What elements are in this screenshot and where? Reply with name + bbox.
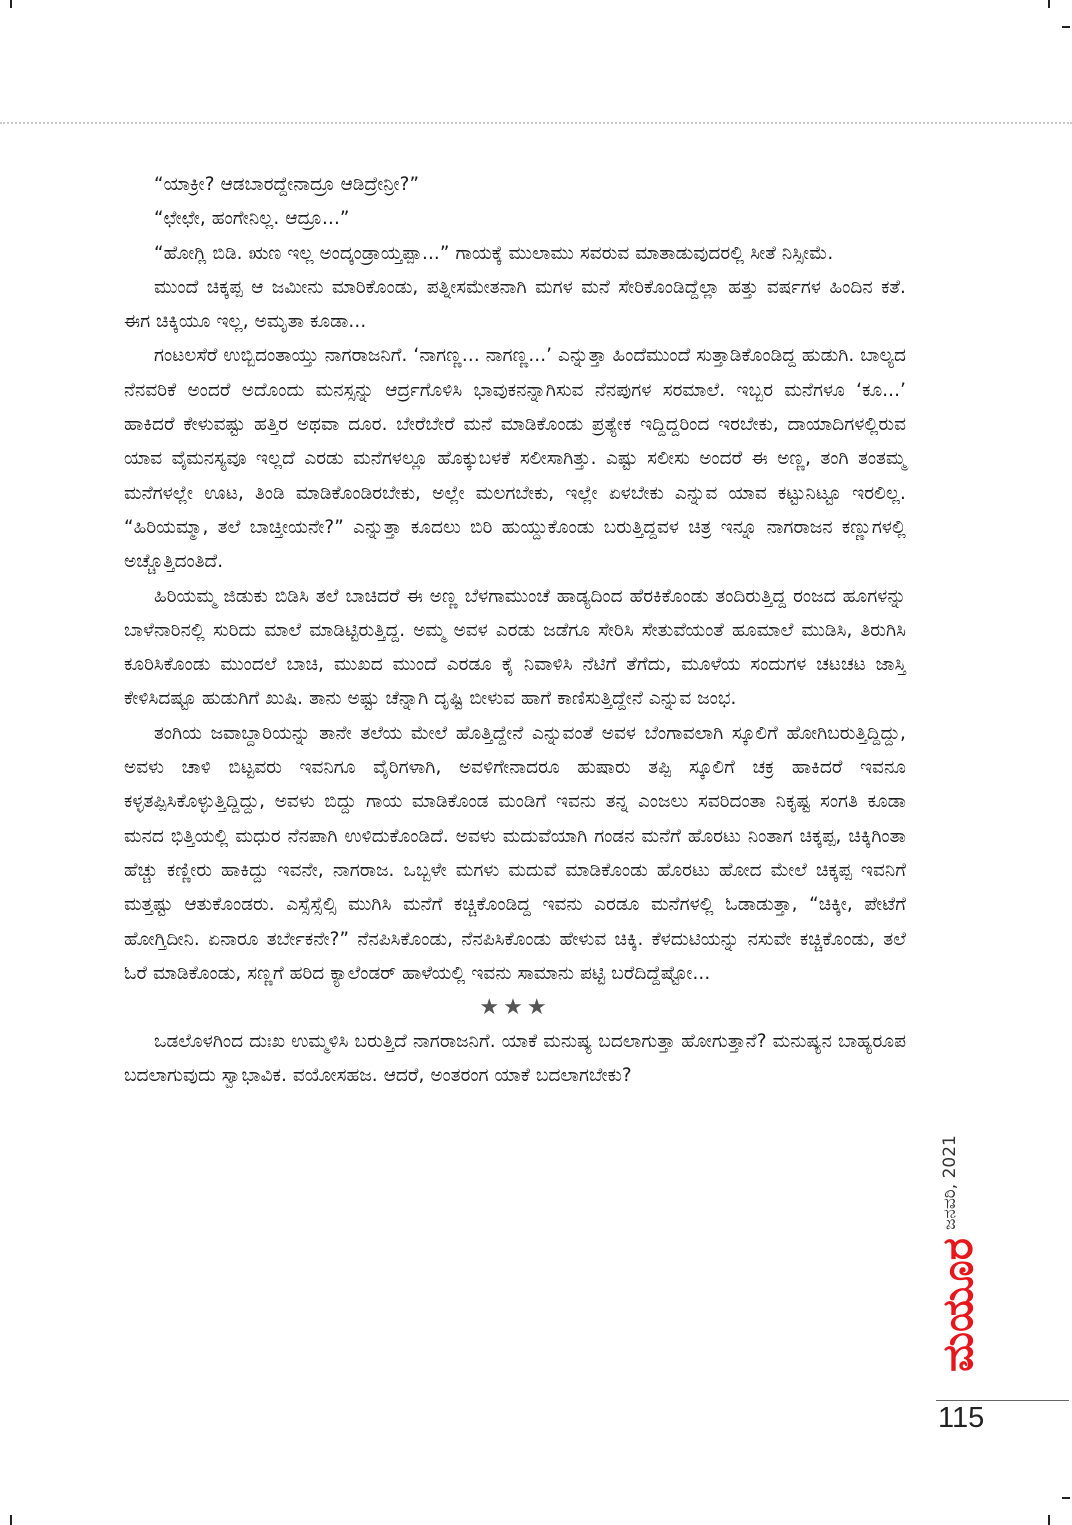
- section-separator: ★★★: [479, 995, 551, 1021]
- header-dotted-rule: [0, 122, 1072, 124]
- crop-mark-top-right-dash: [1062, 26, 1070, 28]
- crop-mark-top-right: [1048, 0, 1050, 8]
- crop-mark-bottom-left: [10, 1515, 12, 1525]
- story-paragraph: ಒಡಲೊಳಗಿಂದ ದುಃಖ ಉಮ್ಮಳಿಸಿ ಬರುತ್ತಿದೆ ನಾಗರಾಜನಿಗೆ. ಯಾಕೆ ಮನುಷ್ಯ ಬದಲಾಗುತ್ತಾ ಹೋಗುತ್ತಾನೆ? ಮನುಷ್ಯನ ಬಾಹ್ಯರೂಪ ಬದಲಾಗುವುದು ಸ್ವಾಭಾವಿಕ. ವಯೋಸಹಜ. ಆದರೆ, ಅಂತರಂಗ ಯಾಕೆ ಬದಲಾಗಬೇಕು?: [124, 1031, 906, 1087]
- magazine-name: ಮಯೂರ: [933, 1238, 982, 1372]
- story-text-block: [124, 168, 906, 1094]
- crop-mark-top-left: [10, 0, 12, 8]
- crop-mark-bottom-right: [1048, 1515, 1050, 1525]
- story-paragraph: “ಹೋಗ್ಲಿ ಬಿಡಿ. ಋಣ ಇಲ್ಲ ಅಂದ್ಕಂಡ್ರಾಯ್ತಪ್ಪಾ...” ಗಾಯಕ್ಕೆ ಮುಲಾಮು ಸವರುವ ಮಾತಾಡುವುದರಲ್ಲಿ ಸೀತೆ ನಿಸ್ಸೀಮೆ.: [154, 242, 834, 264]
- story-paragraph: ಹಿರಿಯಮ್ಮ ಜಿಡುಕು ಬಿಡಿಸಿ ತಲೆ ಬಾಚಿದರೆ ಈ ಅಣ್ಣ ಬೆಳಗಾಮುಂಚೆ ಹಾಡ್ಯದಿಂದ ಹೆರಕಿಕೊಂಡು ತಂದಿರುತ್ತಿದ್ದ ರಂಜದ ಹೂಗಳನ್ನು ಬಾಳೆನಾರಿನಲ್ಲಿ ಸುರಿದು ಮಾಲೆ ಮಾಡಿಟ್ಟಿರುತ್ತಿದ್ದ. ಅಮ್ಮ ಅವಳ ಎರಡು ಜಡೆಗೂ ಸೇರಿಸಿ ಸೇತುವೆಯಂತೆ ಹೂಮಾಲೆ ಮುಡಿಸಿ, ತಿರುಗಿಸಿ ಕೂರಿಸಿಕೊಂಡು ಮುಂದಲೆ ಬಾಚಿ, ಮುಖದ ಮುಂದೆ ಎರಡೂ ಕೈ ನಿವಾಳಿಸಿ ನೆಟಿಗೆ ತೆಗೆದು, ಮೂಳೆಯ ಸಂದುಗಳ ಚಟಚಟ ಜಾಸ್ತಿ ಕೇಳಿಸಿದಷ್ಟೂ ಹುಡುಗಿಗೆ ಖುಷಿ. ತಾನು ಅಷ್ಟು ಚೆನ್ನಾಗಿ ದೃಷ್ಟಿ ಬೀಳುವ ಹಾಗೆ ಕಾಣಿಸುತ್ತಿದ್ದೇನೆ ಎನ್ನುವ ಜಂಭ.: [124, 585, 906, 710]
- page-number-rule: [936, 1400, 1069, 1401]
- issue-date: ಜನವರಿ, 2021: [940, 1135, 960, 1230]
- story-paragraph: “ಛೇಛೇ, ಹಂಗೇನಿಲ್ಲ. ಆದ್ರೂ...”: [154, 208, 350, 230]
- story-paragraph: ತಂಗಿಯ ಜವಾಬ್ದಾರಿಯನ್ನು ತಾನೇ ತಲೆಯ ಮೇಲೆ ಹೊತ್ತಿದ್ದೇನೆ ಎನ್ನುವಂತೆ ಅವಳ ಬೆಂಗಾವಲಾಗಿ ಸ್ಕೂಲಿಗೆ ಹೋಗಿಬರುತ್ತಿದ್ದಿದ್ದು, ಅವಳು ಚಾಳಿ ಬಿಟ್ಟವರು ಇವನಿಗೂ ವೈರಿಗಳಾಗಿ, ಅವಳಿಗೇನಾದರೂ ಹುಷಾರು ತಪ್ಪಿ ಸ್ಕೂಲಿಗೆ ಚಕ್ರ ಹಾಕಿದರೆ ಇವನೂ ಕಳ್ಳತಪ್ಪಿಸಿಕೊಳ್ಳುತ್ತಿದ್ದಿದ್ದು, ಅವಳು ಬಿದ್ದು ಗಾಯ ಮಾಡಿಕೊಂಡ ಮಂಡಿಗೆ ಇವನು ತನ್ನ ಎಂಜಲು ಸವರಿದಂತಾ ನಿಕೃಷ್ಟ ಸಂಗತಿ ಕೂಡಾ ಮನದ ಭಿತ್ತಿಯಲ್ಲಿ ಮಧುರ ನೆನಪಾಗಿ ಉಳಿದುಕೊಂಡಿದೆ. ಅವಳು ಮದುವೆಯಾಗಿ ಗಂಡನ ಮನೆಗೆ ಹೊರಟು ನಿಂತಾಗ ಚಿಕ್ಕಪ್ಪ, ಚಿಕ್ಕಿಗಿಂತಾ ಹೆಚ್ಚು ಕಣ್ಣೀರು ಹಾಕಿದ್ದು ಇವನೇ, ನಾಗರಾಜ. ಒಬ್ಬಳೇ ಮಗಳು ಮದುವೆ ಮಾಡಿಕೊಂಡು ಹೊರಟು ಹೋದ ಮೇಲೆ ಚಿಕ್ಕಪ್ಪ ಇವನಿಗೆ ಮತ್ತಷ್ಟು ಆತುಕೊಂಡರು. ಎಸ್ಸೆಸ್ಸೆಲ್ಸಿ ಮುಗಿಸಿ ಮನೆಗೆ ಕಚ್ಚಿಕೊಂಡಿದ್ದ ಇವನು ಎರಡೂ ಮನೆಗಳಲ್ಲಿ ಓಡಾಡುತ್ತಾ, “ಚಿಕ್ಕೀ, ಪೇಟೆಗೆ ಹೋಗ್ತಿದೀನಿ. ಏನಾರೂ ತರ್ಬೇಕನೇ?” ನೆನಪಿಸಿಕೊಂಡು, ನೆನಪಿಸಿಕೊಂಡು ಹೇಳುವ ಚಿಕ್ಕಿ. ಕೆಳದುಟಿಯನ್ನು ನಸುವೇ ಕಚ್ಚಿಕೊಂಡು, ತಲೆ ಓರೆ ಮಾಡಿಕೊಂಡು, ಸಣ್ಣಗೆ ಹರಿದ ಕ್ಯಾಲೆಂಡರ್ ಹಾಳೆಯಲ್ಲಿ ಇವನು ಸಾಮಾನು ಪಟ್ಟಿ ಬರೆದಿದ್ದೆಷ್ಟೋ...: [124, 722, 906, 984]
- crop-mark-bottom-right-dash: [1062, 1497, 1070, 1499]
- story-paragraph: ಮುಂದೆ ಚಿಕ್ಕಪ್ಪ ಆ ಜಮೀನು ಮಾರಿಕೊಂಡು, ಪತ್ನೀಸಮೇತನಾಗಿ ಮಗಳ ಮನೆ ಸೇರಿಕೊಂಡಿದ್ದೆಲ್ಲಾ ಹತ್ತು ವರ್ಷಗಳ ಹಿಂದಿನ ಕತೆ. ಈಗ ಚಿಕ್ಕಿಯೂ ಇಲ್ಲ, ಅಮೃತಾ ಕೂಡಾ...: [124, 276, 906, 333]
- story-paragraph: ಗಂಟಲಸೆರೆ ಉಬ್ಬಿದಂತಾಯ್ತು ನಾಗರಾಜನಿಗೆ. ‘ನಾಗಣ್ಣ... ನಾಗಣ್ಣ...’ ಎನ್ನುತ್ತಾ ಹಿಂದೆಮುಂದೆ ಸುತ್ತಾಡಿಕೊಂಡಿದ್ದ ಹುಡುಗಿ. ಬಾಲ್ಯದ ನೆನವರಿಕೆ ಅಂದರೆ ಅದೊಂದು ಮನಸ್ಸನ್ನು ಆರ್ದ್ರಗೊಳಿಸಿ ಭಾವುಕನನ್ನಾಗಿಸುವ ನೆನಪುಗಳ ಸರಮಾಲೆ. ಇಬ್ಬರ ಮನೆಗಳೂ ‘ಕೂ...’ ಹಾಕಿದರೆ ಕೇಳುವಷ್ಟು ಹತ್ತಿರ ಅಥವಾ ದೂರ. ಬೇರೆಬೇರೆ ಮನೆ ಮಾಡಿಕೊಂಡು ಪ್ರತ್ಯೇಕ ಇದ್ದಿದ್ದರಿಂದ ಇರಬೇಕು, ದಾಯಾದಿಗಳಲ್ಲಿರುವ ಯಾವ ವೈಮನಸ್ಯವೂ ಇಲ್ಲದೆ ಎರಡು ಮನೆಗಳಲ್ಲೂ ಹೊಕ್ಕುಬಳಕೆ ಸಲೀಸಾಗಿತ್ತು. ಎಷ್ಟು ಸಲೀಸು ಅಂದರೆ ಈ ಅಣ್ಣ, ತಂಗಿ ತಂತಮ್ಮ ಮನೆಗಳಲ್ಲೇ ಊಟ, ತಿಂಡಿ ಮಾಡಿಕೊಂಡಿರಬೇಕು, ಅಲ್ಲೇ ಮಲಗಬೇಕು, ಇಲ್ಲೇ ಏಳಬೇಕು ಎನ್ನುವ ಯಾವ ಕಟ್ಟುನಿಟ್ಟೂ ಇರಲಿಲ್ಲ. “ಹಿರಿಯಮ್ಮಾ, ತಲೆ ಬಾಚ್ತೀಯನೇ?” ಎನ್ನುತ್ತಾ ಕೂದಲು ಬಿರಿ ಹುಯ್ದುಕೊಂಡು ಬರುತ್ತಿದ್ದವಳ ಚಿತ್ರ ಇನ್ನೂ ನಾಗರಾಜನ ಕಣ್ಣುಗಳಲ್ಲಿ ಅಚ್ಚೊತ್ತಿದಂತಿದೆ.: [124, 345, 906, 573]
- story-paragraph: “ಯಾಕ್ರೀ? ಆಡಬಾರದ್ದೇನಾದ್ರೂ ಆಡಿದ್ರೇನ್ರೀ?”: [154, 174, 420, 195]
- page-number: 115: [938, 1402, 985, 1434]
